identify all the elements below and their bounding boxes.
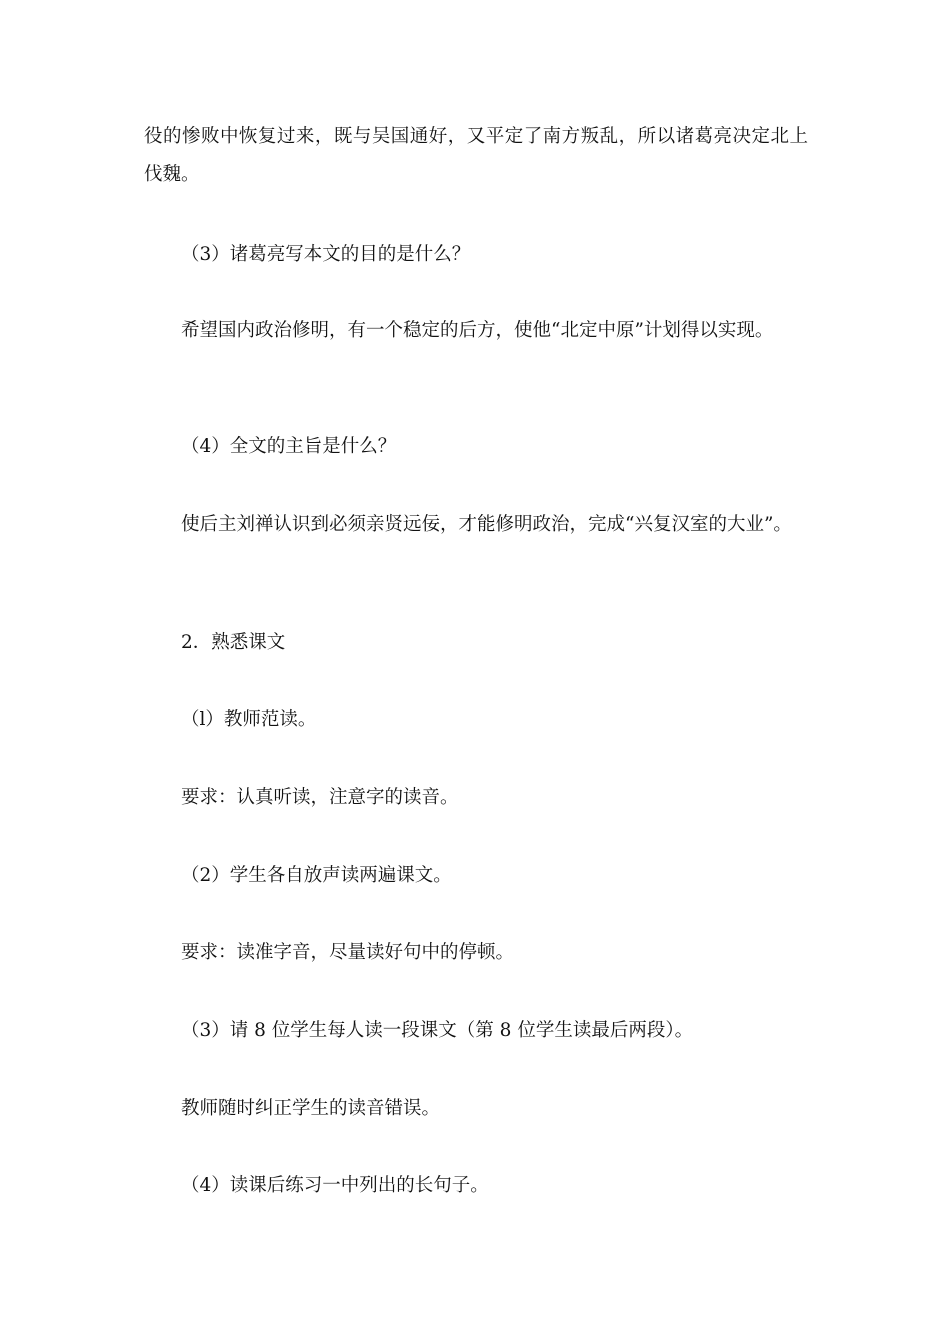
section-heading-2: 2．熟悉课文 xyxy=(181,632,286,653)
step-1: （l）教师范读。 xyxy=(181,709,317,730)
step-2-requirement: 要求：读准字音，尽量读好句中的停顿。 xyxy=(181,942,515,963)
step-4: （4）读课后练习一中列出的长句子。 xyxy=(181,1175,489,1196)
step-3: （3）请 8 位学生每人读一段课文（第 8 位学生读最后两段）。 xyxy=(181,1020,694,1041)
step-2: （2）学生各自放声读两遍课文。 xyxy=(181,865,452,886)
step-1-requirement: 要求：认真听读，注意字的读音。 xyxy=(181,787,459,808)
question-3: （3）诸葛亮写本文的目的是什么？ xyxy=(181,244,471,265)
answer-3: 希望国内政治修明，有一个稳定的后方，使他“北定中原”计划得以实现。 xyxy=(181,320,774,341)
paragraph-continuation: 役的惨败中恢复过来，既与吴国通好，又平定了南方叛乱，所以诸葛亮决定北上伐魏。 xyxy=(144,126,808,185)
answer-4: 使后主刘禅认识到必须亲贤远佞，才能修明政治，完成“兴复汉室的大业”。 xyxy=(181,514,792,535)
step-3-note: 教师随时纠正学生的读音错误。 xyxy=(181,1098,441,1119)
question-4: （4）全文的主旨是什么？ xyxy=(181,436,397,457)
